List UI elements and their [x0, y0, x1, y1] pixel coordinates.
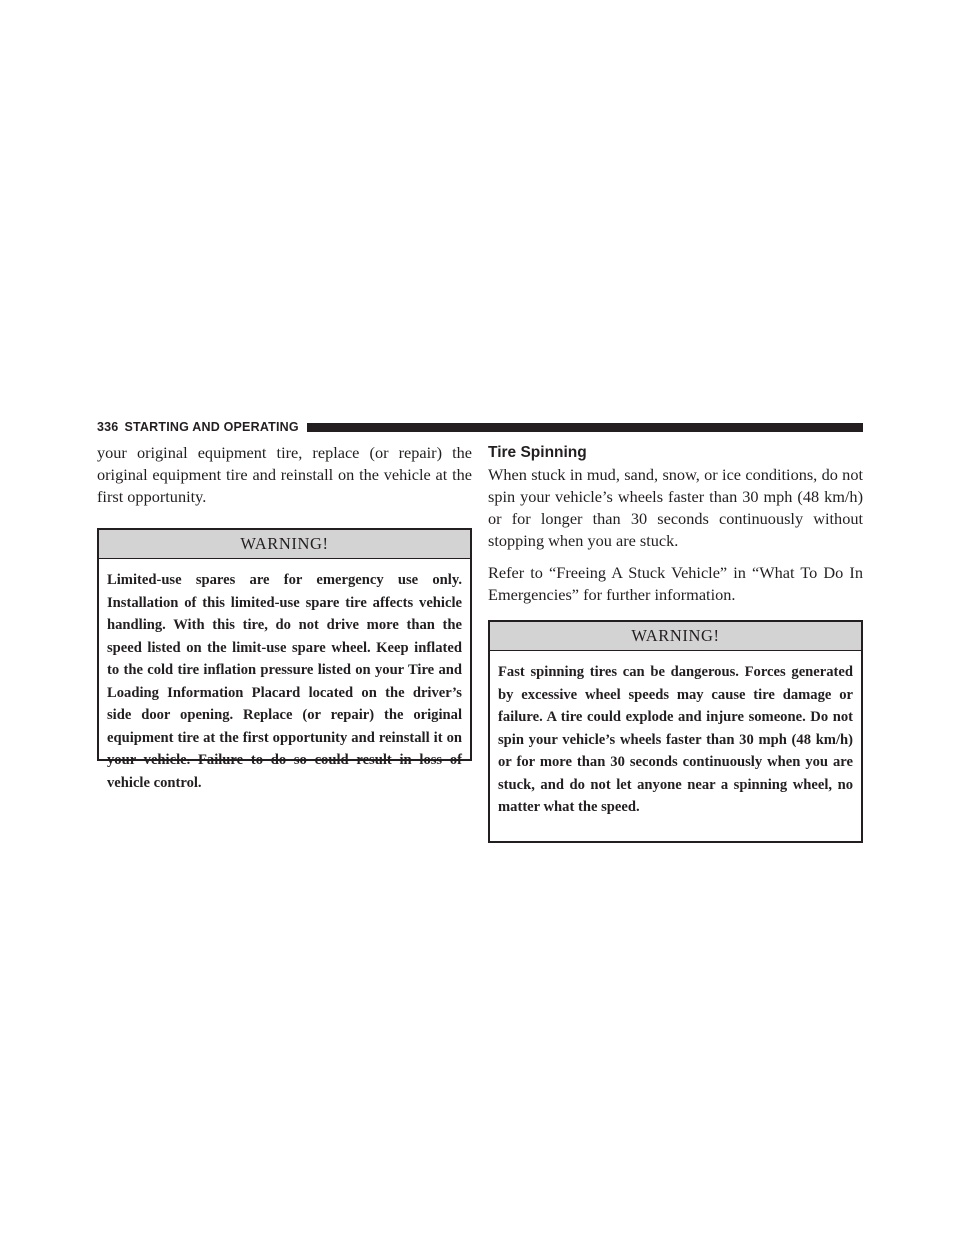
section-title: STARTING AND OPERATING [124, 420, 299, 434]
warning-text: Limited-use spares are for emergency use only. Installation of this limited-use spare tire affects vehicle handling. With this tire, do not drive more than the speed listed on the limit-use spare wheel. Keep inflated to the cold tire inflation pressure listed on your Tire and Loading Information Placard located on the driver’s side door opening. Replace (or repair) the original equipment tire at the first opportunity and reinstall it on your vehicle. Failure to do so could result in loss of vehicle control. [107, 572, 462, 791]
header-rule [307, 423, 863, 432]
reference-paragraph: Refer to “Freeing A Stuck Vehicle” in “What To Do In Emergencies” for further information. [488, 563, 863, 604]
warning-box-spare-tire [97, 528, 472, 791]
warning-box-tire-spinning [488, 620, 863, 843]
tire-spinning-paragraph: When stuck in mud, sand, snow, or ice conditions, do not spin your vehicle’s wheels faster than 30 mph (48 km/h) or for longer than 30 seconds continuously without stopping when you are stuck. [488, 465, 863, 550]
warning-title: WARNING! [490, 622, 861, 651]
continuation-paragraph: your original equipment tire, replace (or repair) the original equipment tire and reinstall on the vehicle at the first opportunity. [97, 443, 472, 506]
section-heading-tire-spinning: Tire Spinning [488, 444, 587, 461]
page-header [97, 420, 863, 434]
right-column [488, 442, 863, 843]
left-column [97, 442, 472, 791]
warning-text: Fast spinning tires can be dangerous. Forces generated by excessive wheel speeds may cause tire damage or failure. A tire could explode and injure someone. Do not spin your vehicle’s wheels faster than 30 mph (48 km/h) or for more than 30 seconds continuously when you are stuck, and do not let anyone near a spinning wheel, no matter what the speed. [498, 664, 853, 815]
page-number: 336 [97, 420, 119, 434]
warning-title: WARNING! [99, 530, 470, 559]
